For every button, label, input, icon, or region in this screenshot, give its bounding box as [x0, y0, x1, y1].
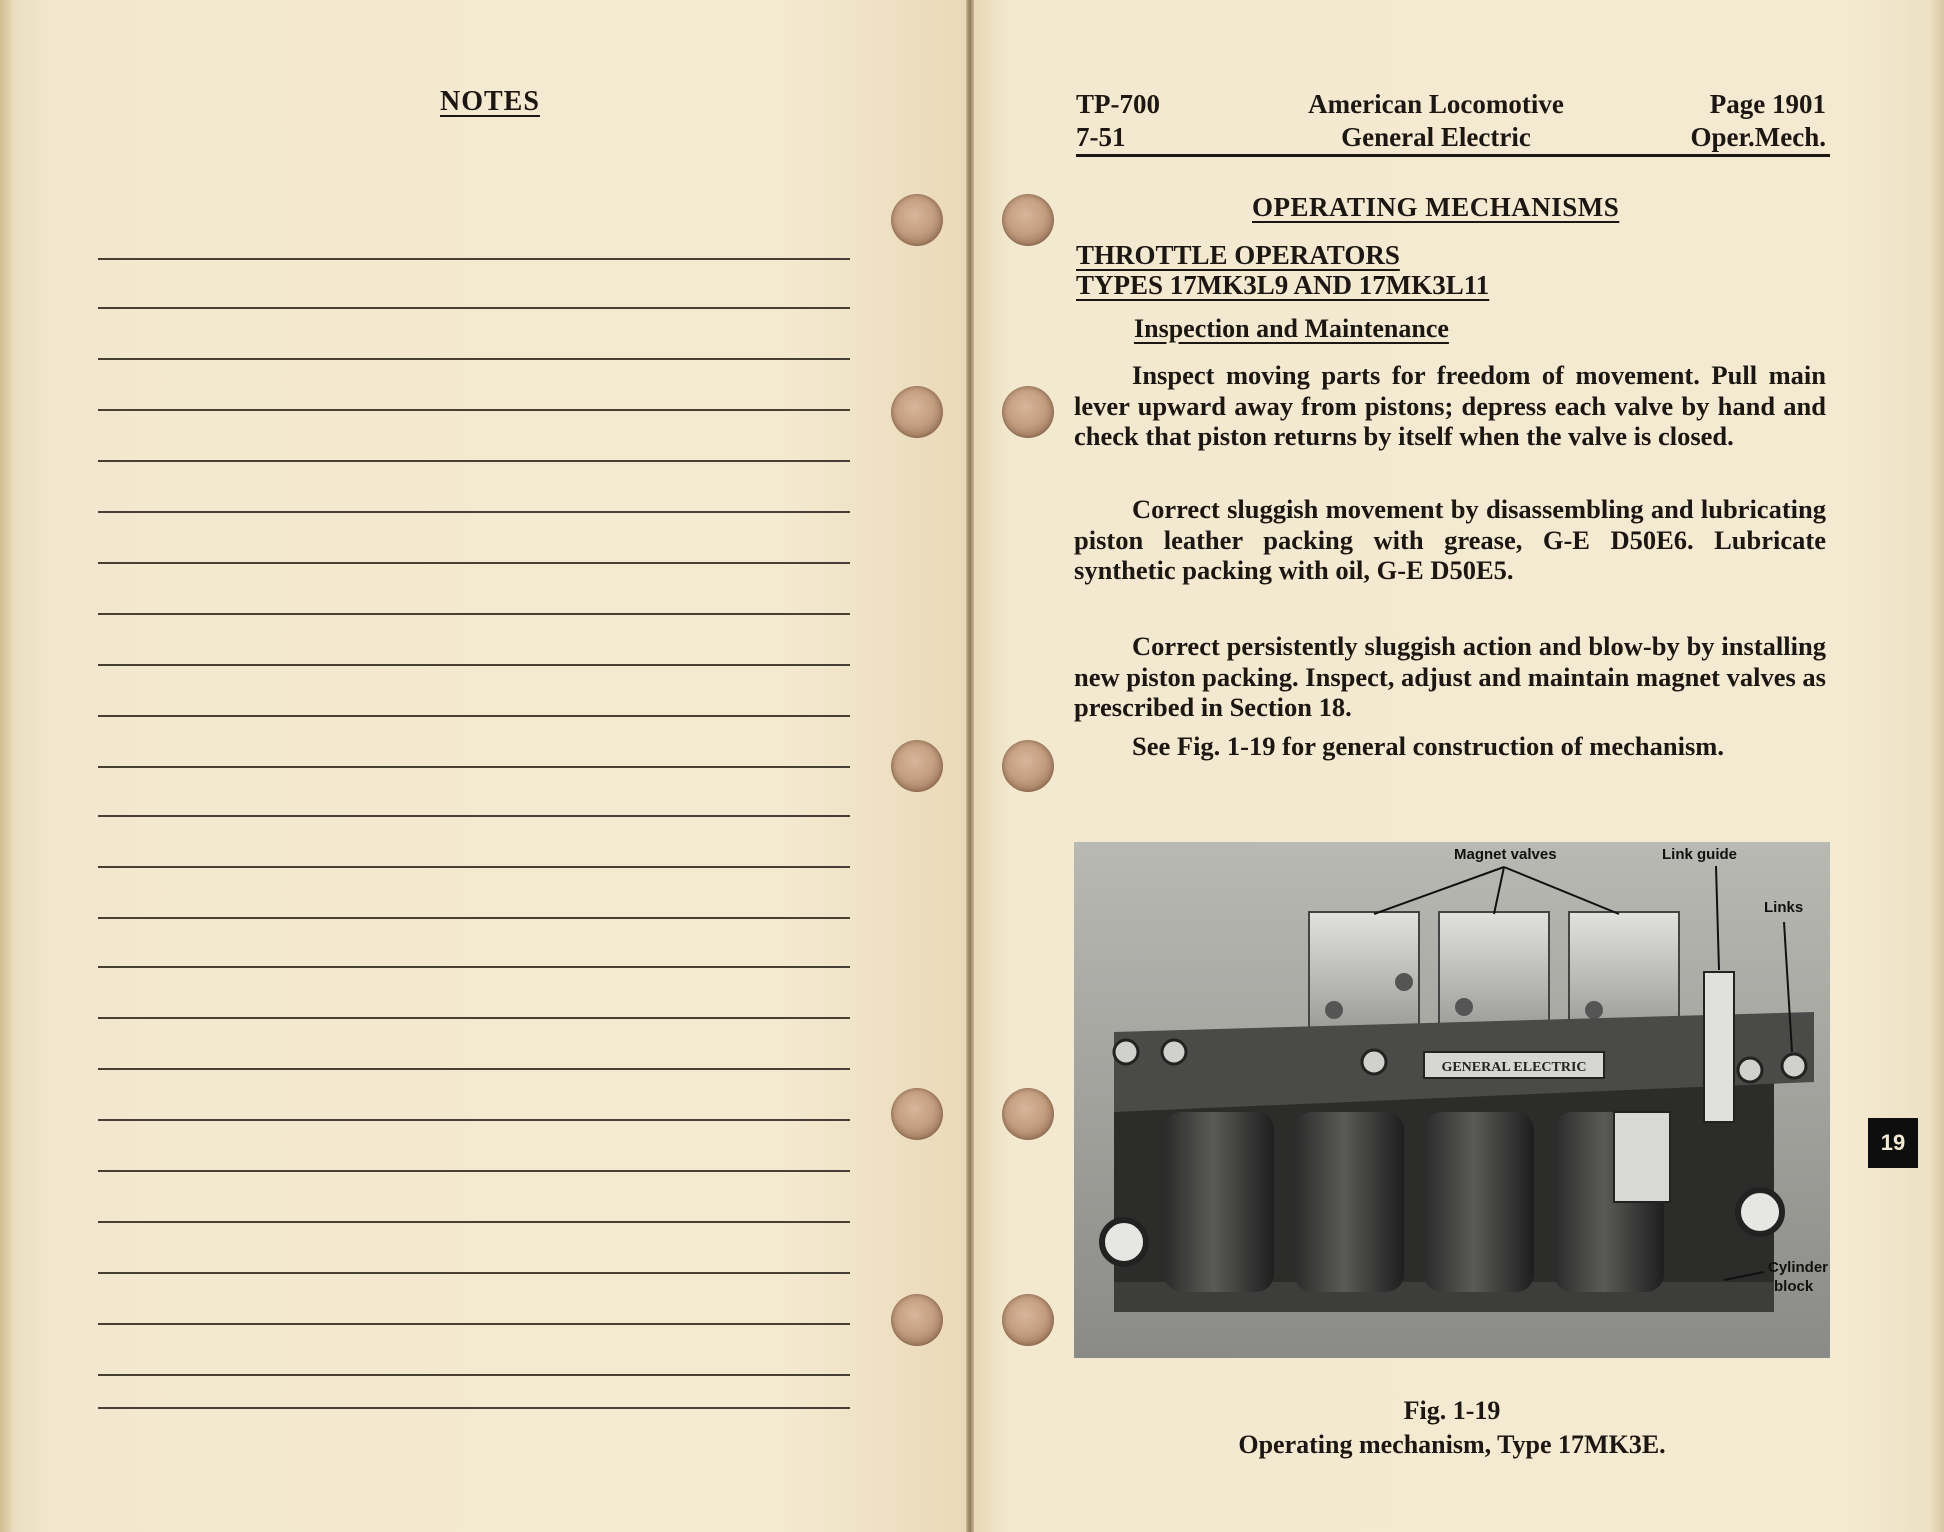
subtitle-line-2: TYPES 17MK3L9 AND 17MK3L11	[1076, 270, 1490, 300]
note-line	[98, 409, 850, 411]
callout-link-guide: Link guide	[1662, 846, 1737, 863]
note-line	[98, 815, 850, 817]
callout-links: Links	[1764, 899, 1804, 916]
note-line	[98, 966, 850, 968]
note-line	[98, 866, 850, 868]
paragraph-blow-by: Correct persistently sluggish action and blow-by by installing new piston packing. Inspect, adjust and maintain magnet valves as prescribed in Section 18.	[1074, 631, 1826, 722]
company-line-1: American Locomotive	[1308, 89, 1564, 119]
binder-hole	[891, 1294, 943, 1346]
callout-cylinder-2: block	[1774, 1278, 1814, 1295]
note-line	[98, 1221, 850, 1223]
note-line	[98, 1374, 850, 1376]
binder-hole	[891, 386, 943, 438]
note-line	[98, 511, 850, 513]
header-rule	[1076, 154, 1830, 157]
figure-photo	[1074, 842, 1830, 1358]
callout-magnet-valves: Magnet valves	[1454, 846, 1557, 863]
note-line	[98, 1323, 850, 1325]
binder-hole	[891, 740, 943, 792]
note-line	[98, 613, 850, 615]
note-line	[98, 460, 850, 462]
figure-caption: Operating mechanism, Type 17MK3E.	[1238, 1430, 1666, 1459]
note-line	[98, 1170, 850, 1172]
notes-title: NOTES	[440, 86, 540, 117]
book-gutter	[966, 0, 974, 1532]
note-line	[98, 307, 850, 309]
note-line	[98, 917, 850, 919]
page-number: Page 1901	[1709, 89, 1826, 119]
note-line	[98, 258, 850, 260]
figure-number: Fig. 1-19	[1403, 1396, 1501, 1425]
binder-hole	[891, 1088, 943, 1140]
company-line-2: General Electric	[1341, 122, 1531, 152]
doc-date: 7-51	[1076, 122, 1126, 152]
binder-hole	[1002, 740, 1054, 792]
callout-cylinder-1: Cylinder	[1768, 1259, 1829, 1276]
note-line	[98, 358, 850, 360]
paragraph-see-figure: See Fig. 1-19 for general construction of mechanism.	[1132, 731, 1724, 761]
page-edge	[0, 0, 14, 1532]
note-line	[98, 1272, 850, 1274]
subtitle-line-1: THROTTLE OPERATORS	[1076, 240, 1400, 270]
page-edge	[1930, 0, 1944, 1532]
company-block	[1236, 88, 1636, 154]
note-line	[98, 1017, 850, 1019]
section-ref: Oper.Mech.	[1690, 122, 1826, 152]
note-line	[98, 562, 850, 564]
doc-code-block	[1076, 88, 1160, 154]
note-line	[98, 1068, 850, 1070]
nameplate-text: GENERAL ELECTRIC	[1441, 1060, 1587, 1075]
note-line	[98, 1119, 850, 1121]
note-line	[98, 664, 850, 666]
note-line	[98, 715, 850, 717]
note-line	[98, 766, 850, 768]
doc-code: TP-700	[1076, 89, 1160, 119]
section-title: OPERATING MECHANISMS	[1252, 192, 1620, 222]
binder-hole	[1002, 386, 1054, 438]
section-tab[interactable]: 19	[1868, 1118, 1918, 1168]
binder-hole	[1002, 1294, 1054, 1346]
inspection-heading: Inspection and Maintenance	[1134, 314, 1449, 343]
note-line	[98, 1407, 850, 1409]
page-ref-block	[1616, 88, 1826, 154]
paragraph-sluggish: Correct sluggish movement by disassembling and lubricating piston leather packing with grease, G-E D50E6. Lubricate synthetic packing with oil, G-E D50E5.	[1074, 494, 1826, 585]
binder-hole	[891, 194, 943, 246]
binder-hole	[1002, 194, 1054, 246]
paragraph-inspect: Inspect moving parts for freedom of movement. Pull main lever upward away from pistons; depress each valve by hand and check that piston returns by itself when the valve is closed.	[1074, 360, 1826, 451]
mechanism-illustration	[1074, 842, 1830, 1358]
binder-hole	[1002, 1088, 1054, 1140]
